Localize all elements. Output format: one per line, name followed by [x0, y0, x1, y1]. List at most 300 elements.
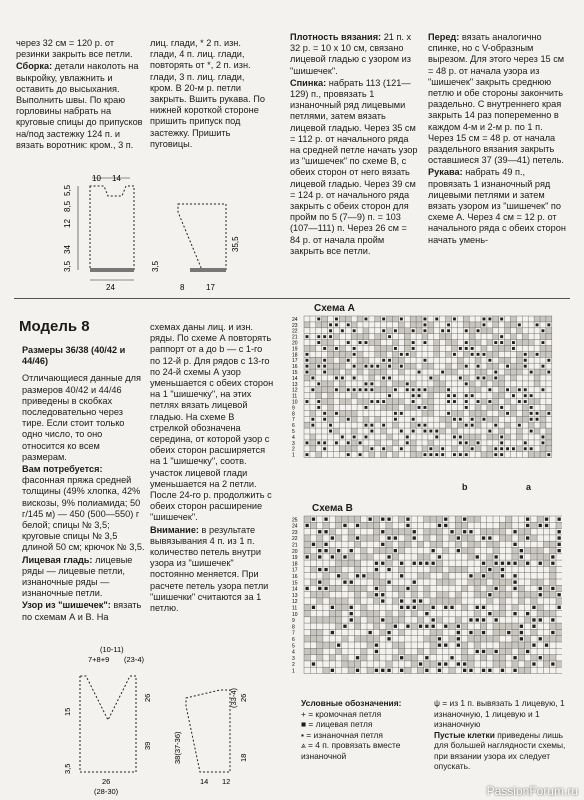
- knit-cell: [524, 359, 527, 362]
- purl-cell: [516, 357, 522, 363]
- purl-cell: [317, 535, 323, 541]
- purl-cell: [405, 655, 411, 661]
- knit-cell: [532, 625, 535, 628]
- knit-cell: [381, 543, 384, 546]
- knit-cell: [447, 388, 450, 391]
- purl-cell: [446, 363, 452, 369]
- knit-cell: [547, 359, 550, 362]
- purl-cell: [328, 363, 334, 369]
- purl-cell: [462, 522, 468, 528]
- purl-cell: [328, 399, 334, 405]
- purl-cell: [505, 322, 511, 328]
- purl-cell: [424, 535, 430, 541]
- purl-cell: [336, 598, 342, 604]
- purl-cell: [550, 636, 556, 642]
- row-number: 6: [292, 637, 295, 643]
- purl-cell: [540, 346, 546, 352]
- purl-cell: [367, 611, 373, 617]
- knit-cell: [318, 549, 321, 552]
- purl-cell: [550, 573, 556, 579]
- knit-cell: [518, 323, 521, 326]
- purl-cell: [304, 636, 310, 642]
- knit-cell: [524, 400, 527, 403]
- purl-cell: [342, 636, 348, 642]
- knit-cell: [347, 341, 350, 344]
- knit-cell: [500, 341, 503, 344]
- purl-cell: [462, 566, 468, 572]
- purl-cell: [322, 399, 328, 405]
- purl-cell: [361, 522, 367, 528]
- purl-cell: [386, 617, 392, 623]
- purl-cell: [304, 604, 310, 610]
- purl-cell: [487, 405, 493, 411]
- purl-cell: [469, 328, 475, 334]
- purl-cell: [336, 516, 342, 522]
- row-number: 7: [292, 417, 295, 424]
- row-number: 24: [292, 523, 298, 530]
- knit-cell: [375, 568, 378, 571]
- purl-cell: [422, 410, 428, 416]
- purl-cell: [375, 334, 381, 340]
- purl-cell: [323, 579, 329, 585]
- knit-cell: [476, 606, 479, 609]
- purl-cell: [381, 346, 387, 352]
- knit-cell: [400, 599, 403, 602]
- purl-cell: [480, 655, 486, 661]
- knit-cell: [526, 536, 529, 539]
- knit-cell: [406, 518, 409, 521]
- purl-cell: [516, 446, 522, 452]
- row-number: 3: [292, 440, 295, 447]
- purl-cell: [546, 405, 552, 411]
- knit-cell: [419, 625, 422, 628]
- purl-cell: [455, 598, 461, 604]
- purl-cell: [525, 592, 531, 598]
- purl-cell: [405, 541, 411, 547]
- purl-cell: [468, 516, 474, 522]
- knit-cell: [542, 329, 545, 332]
- purl-cell: [499, 529, 505, 535]
- purl-cell: [546, 434, 552, 440]
- knit-cell: [520, 625, 523, 628]
- purl-cell: [354, 598, 360, 604]
- purl-cell: [387, 434, 393, 440]
- purl-cell: [455, 516, 461, 522]
- front-label-12: 12: [63, 219, 72, 228]
- knit-cell: [387, 581, 390, 584]
- purl-cell: [345, 351, 351, 357]
- purl-cell: [550, 579, 556, 585]
- purl-cell: [398, 369, 404, 375]
- purl-cell: [363, 399, 369, 405]
- schema-b-grid: [290, 512, 562, 690]
- knit-cell: [488, 669, 491, 672]
- purl-cell: [367, 592, 373, 598]
- purl-cell: [367, 535, 373, 541]
- knit-cell: [530, 430, 533, 433]
- purl-cell: [487, 554, 493, 560]
- knit-cell: [365, 436, 368, 439]
- purl-cell: [328, 351, 334, 357]
- knit-cell: [558, 530, 561, 533]
- purl-cell: [469, 381, 475, 387]
- knit-cell: [365, 382, 368, 385]
- purl-cell: [322, 340, 328, 346]
- purl-cell: [436, 529, 442, 535]
- purl-cell: [339, 346, 345, 352]
- knit-cell: [530, 418, 533, 421]
- knit-cell: [323, 441, 326, 444]
- knit-cell: [551, 555, 554, 558]
- purl-cell: [357, 316, 363, 322]
- model-text-col2: схемах даны лиц. и изн. ряды. По схеме А повторять раппорт от а до b — с 1-го по 12-й р. Для рядов с 13-го по 24-й схемы А узор уменьшается с обеих сторон на 1 "шишечку", на этих петлях вязать лицевой гладью. На схеме В стрелкой обозначена середина, от которой узор с обеих сторон расширяется на 1 "шишечку", соотв. участок лицевой глади уменьшается на 2 петли. После 24-го р. продолжить с обеих сторон расширение "шишечек". Внимание: в результате вывязывания 4 п. из 1 п. количество петель внутри узора из "шишечек" постоянно меняется. При расчете петель узора петли "шишечки" считаются за 1 петлю.: [150, 322, 274, 614]
- purl-cell: [342, 604, 348, 610]
- legend-item: ψ = из 1 п. вывязать 1 лицевую, 1 изнаночную, 1 лицевую и 1 изнаночную: [434, 698, 565, 729]
- purl-cell: [434, 340, 440, 346]
- purl-cell: [462, 623, 468, 629]
- purl-cell: [310, 434, 316, 440]
- knit-cell: [469, 618, 472, 621]
- purl-cell: [518, 667, 524, 673]
- purl-cell: [493, 611, 499, 617]
- purl-cell: [475, 369, 481, 375]
- knit-cell: [382, 377, 385, 380]
- knit-cell: [359, 388, 362, 391]
- knit-cell: [306, 365, 309, 368]
- purl-cell: [416, 316, 422, 322]
- knit-cell: [526, 562, 529, 565]
- purl-cell: [449, 535, 455, 541]
- purl-cell: [506, 592, 512, 598]
- purl-cell: [380, 629, 386, 635]
- purl-cell: [463, 316, 469, 322]
- purl-cell: [399, 541, 405, 547]
- purl-cell: [468, 655, 474, 661]
- purl-cell: [452, 410, 458, 416]
- purl-cell: [493, 346, 499, 352]
- purl-cell: [525, 529, 531, 535]
- purl-cell: [493, 566, 499, 572]
- purl-cell: [499, 598, 505, 604]
- purl-cell: [528, 399, 534, 405]
- knit-cell: [356, 574, 359, 577]
- knit-cell: [471, 353, 474, 356]
- purl-cell: [404, 405, 410, 411]
- purl-cell: [481, 369, 487, 375]
- knit-cell: [419, 562, 422, 565]
- purl-cell: [386, 541, 392, 547]
- purl-cell: [354, 560, 360, 566]
- knit-cell: [387, 518, 390, 521]
- knit-cell: [501, 574, 504, 577]
- purl-cell: [493, 636, 499, 642]
- knit-cell: [488, 359, 491, 362]
- purl-cell: [392, 598, 398, 604]
- knit-cell: [465, 400, 468, 403]
- knit-cell: [506, 365, 509, 368]
- purl-cell: [480, 566, 486, 572]
- knit-cell: [424, 359, 427, 362]
- purl-cell: [322, 316, 328, 322]
- purl-cell: [469, 440, 475, 446]
- knit-cell: [388, 335, 391, 338]
- purl-cell: [373, 573, 379, 579]
- model-text: Размеры 36/38 (40/42 и 44/46) Отличающиеся данные для размеров 40/42 и 44/46 приведены в скобках последовательно через тире. Если стоит только одно число, то оно относится ко всем размерам. Вам потребуется: фасонная пряжа средней толщины (49% хлопка, 42% вискозы, 9% полиамида; 50 г/145 м) — 450 (500—550) г белой; спицы № 3,5; круговые спицы № 3,5 длиной 50 см; крючок № 3,5. Лицевая гладь: лицевые ряды — лицевые петли, изнаночные ряды — изнаночные петли. Узор из "шишечек": вязать по схемам А и В. На: [22, 345, 145, 622]
- knit-cell: [347, 323, 350, 326]
- row-number: 17: [292, 567, 298, 574]
- front8-shape: [80, 676, 136, 772]
- purl-cell: [550, 566, 556, 572]
- purl-cell: [424, 604, 430, 610]
- knit-cell: [387, 555, 390, 558]
- purl-cell: [367, 642, 373, 648]
- knit-cell: [465, 382, 468, 385]
- purl-cell: [405, 667, 411, 673]
- purl-cell: [531, 548, 537, 554]
- knit-cell: [311, 388, 314, 391]
- knit-cell: [324, 549, 327, 552]
- knit-cell: [482, 562, 485, 565]
- knit-cell: [424, 388, 427, 391]
- purl-cell: [499, 592, 505, 598]
- knit-cell: [435, 453, 438, 456]
- purl-cell: [316, 387, 322, 393]
- purl-cell: [430, 648, 436, 654]
- purl-cell: [310, 617, 316, 623]
- knit-cell: [551, 631, 554, 634]
- purl-cell: [317, 642, 323, 648]
- knit-cell: [317, 382, 320, 385]
- knit-cell: [469, 574, 472, 577]
- purl-cell: [518, 642, 524, 648]
- knit-cell: [530, 406, 533, 409]
- purl-cell: [417, 667, 423, 673]
- knit-cell: [323, 418, 326, 421]
- col1-top-text: через 32 см = 120 р. от резинки закрыть все петли. Сборка: детали наколоть на выкройку, увлажнить и оставить до высыхания. Выполнить швы. По краю горловины набрать на круговые спицы до припусков на/под застежку 124 п. и вязать воротник: кром., 3 п.: [16, 38, 143, 150]
- purl-cell: [361, 535, 367, 541]
- knit-cell: [488, 536, 491, 539]
- knit-cell: [375, 644, 378, 647]
- knit-cell: [335, 441, 338, 444]
- purl-cell: [336, 535, 342, 541]
- knit-cell: [318, 530, 321, 533]
- knit-cell: [532, 606, 535, 609]
- row-number: 15: [292, 580, 298, 587]
- purl-cell: [348, 529, 354, 535]
- row-number: 16: [292, 574, 298, 580]
- purl-cell: [329, 529, 335, 535]
- purl-cell: [393, 452, 399, 458]
- purl-cell: [531, 554, 537, 560]
- knit-cell: [438, 555, 441, 558]
- knit-cell: [318, 568, 321, 571]
- purl-cell: [550, 611, 556, 617]
- purl-cell: [511, 316, 517, 322]
- knit-cell: [341, 377, 344, 380]
- schema-a-mark-b: b: [462, 482, 468, 492]
- knit-cell: [419, 662, 422, 665]
- purl-cell: [357, 357, 363, 363]
- purl-cell: [516, 340, 522, 346]
- purl-cell: [449, 598, 455, 604]
- purl-cell: [367, 554, 373, 560]
- purl-cell: [499, 648, 505, 654]
- purl-cell: [417, 617, 423, 623]
- knit-cell: [526, 612, 529, 615]
- knit-cell: [418, 388, 421, 391]
- knit-cell: [432, 549, 435, 552]
- purl-cell: [468, 541, 474, 547]
- knit-cell: [539, 593, 542, 596]
- knit-cell: [494, 453, 497, 456]
- purl-cell: [386, 611, 392, 617]
- knit-cell: [394, 412, 397, 415]
- purl-cell: [354, 636, 360, 642]
- purl-cell: [416, 328, 422, 334]
- purl-cell: [475, 422, 481, 428]
- purl-cell: [387, 316, 393, 322]
- purl-cell: [328, 393, 334, 399]
- purl-cell: [446, 369, 452, 375]
- purl-cell: [480, 636, 486, 642]
- knit-cell: [465, 453, 468, 456]
- purl-cell: [474, 573, 480, 579]
- purl-cell: [328, 416, 334, 422]
- purl-cell: [531, 579, 537, 585]
- b-label-1: 7+8+9: [88, 655, 110, 664]
- purl-cell: [468, 554, 474, 560]
- purl-cell: [387, 405, 393, 411]
- purl-cell: [323, 592, 329, 598]
- purl-cell: [357, 399, 363, 405]
- purl-cell: [481, 381, 487, 387]
- knit-cell: [526, 524, 529, 527]
- knit-cell: [312, 662, 315, 665]
- knit-cell: [406, 382, 409, 385]
- knit-cell: [542, 341, 545, 344]
- purl-cell: [505, 434, 511, 440]
- purl-cell: [487, 446, 493, 452]
- knit-cell: [441, 453, 444, 456]
- purl-cell: [398, 322, 404, 328]
- knit-cell: [453, 394, 456, 397]
- knit-cell: [312, 543, 315, 546]
- front-label-55: 5,5: [63, 184, 72, 196]
- s-label-2: 38(37-36): [173, 731, 182, 764]
- knit-cell: [424, 453, 427, 456]
- purl-cell: [452, 346, 458, 352]
- purl-cell: [363, 328, 369, 334]
- purl-cell: [398, 399, 404, 405]
- purl-cell: [373, 623, 379, 629]
- purl-cell: [534, 316, 540, 322]
- knit-cell: [353, 388, 356, 391]
- purl-cell: [516, 351, 522, 357]
- purl-cell: [487, 375, 493, 381]
- knit-cell: [317, 406, 320, 409]
- purl-cell: [474, 516, 480, 522]
- knit-cell: [365, 365, 368, 368]
- purl-cell: [428, 393, 434, 399]
- knit-cell: [370, 388, 373, 391]
- knit-cell: [495, 587, 498, 590]
- knit-cell: [463, 662, 466, 665]
- knit-cell: [551, 618, 554, 621]
- purl-cell: [398, 357, 404, 363]
- purl-cell: [462, 642, 468, 648]
- knit-cell: [329, 329, 332, 332]
- purl-cell: [361, 548, 367, 554]
- purl-cell: [480, 529, 486, 535]
- purl-cell: [417, 604, 423, 610]
- purl-cell: [317, 617, 323, 623]
- knit-cell: [465, 341, 468, 344]
- purl-cell: [499, 604, 505, 610]
- purl-cell: [348, 516, 354, 522]
- purl-cell: [475, 434, 481, 440]
- purl-cell: [499, 585, 505, 591]
- purl-cell: [440, 381, 446, 387]
- knit-cell: [558, 606, 561, 609]
- knit-cell: [453, 400, 456, 403]
- knit-cell: [435, 318, 438, 321]
- knit-cell: [483, 377, 486, 380]
- purl-cell: [493, 573, 499, 579]
- knit-cell: [513, 587, 516, 590]
- purl-cell: [516, 363, 522, 369]
- purl-cell: [522, 405, 528, 411]
- knit-cell: [375, 587, 378, 590]
- knit-cell: [312, 606, 315, 609]
- purl-cell: [487, 648, 493, 654]
- purl-cell: [534, 399, 540, 405]
- purl-cell: [531, 592, 537, 598]
- purl-cell: [446, 416, 452, 422]
- purl-cell: [393, 381, 399, 387]
- purl-cell: [522, 340, 528, 346]
- purl-cell: [380, 585, 386, 591]
- knit-cell: [501, 669, 504, 672]
- purl-cell: [493, 334, 499, 340]
- purl-cell: [531, 598, 537, 604]
- knit-cell: [353, 436, 356, 439]
- row-number: 12: [292, 599, 298, 606]
- purl-cell: [499, 381, 505, 387]
- purl-cell: [386, 529, 392, 535]
- knit-cell: [306, 555, 309, 558]
- knit-cell: [347, 418, 350, 421]
- purl-cell: [550, 592, 556, 598]
- knit-cell: [356, 524, 359, 527]
- purl-cell: [310, 629, 316, 635]
- purl-cell: [369, 369, 375, 375]
- row-number: 13: [292, 381, 298, 388]
- purl-cell: [361, 604, 367, 610]
- purl-cell: [455, 541, 461, 547]
- knit-cell: [353, 347, 356, 350]
- knit-cell: [471, 447, 474, 450]
- purl-cell: [481, 452, 487, 458]
- purl-cell: [511, 405, 517, 411]
- purl-cell: [493, 592, 499, 598]
- knit-cell: [524, 353, 527, 356]
- purl-cell: [336, 604, 342, 610]
- purl-cell: [329, 566, 335, 572]
- purl-cell: [422, 446, 428, 452]
- knit-cell: [424, 318, 427, 321]
- purl-cell: [534, 452, 540, 458]
- purl-cell: [487, 573, 493, 579]
